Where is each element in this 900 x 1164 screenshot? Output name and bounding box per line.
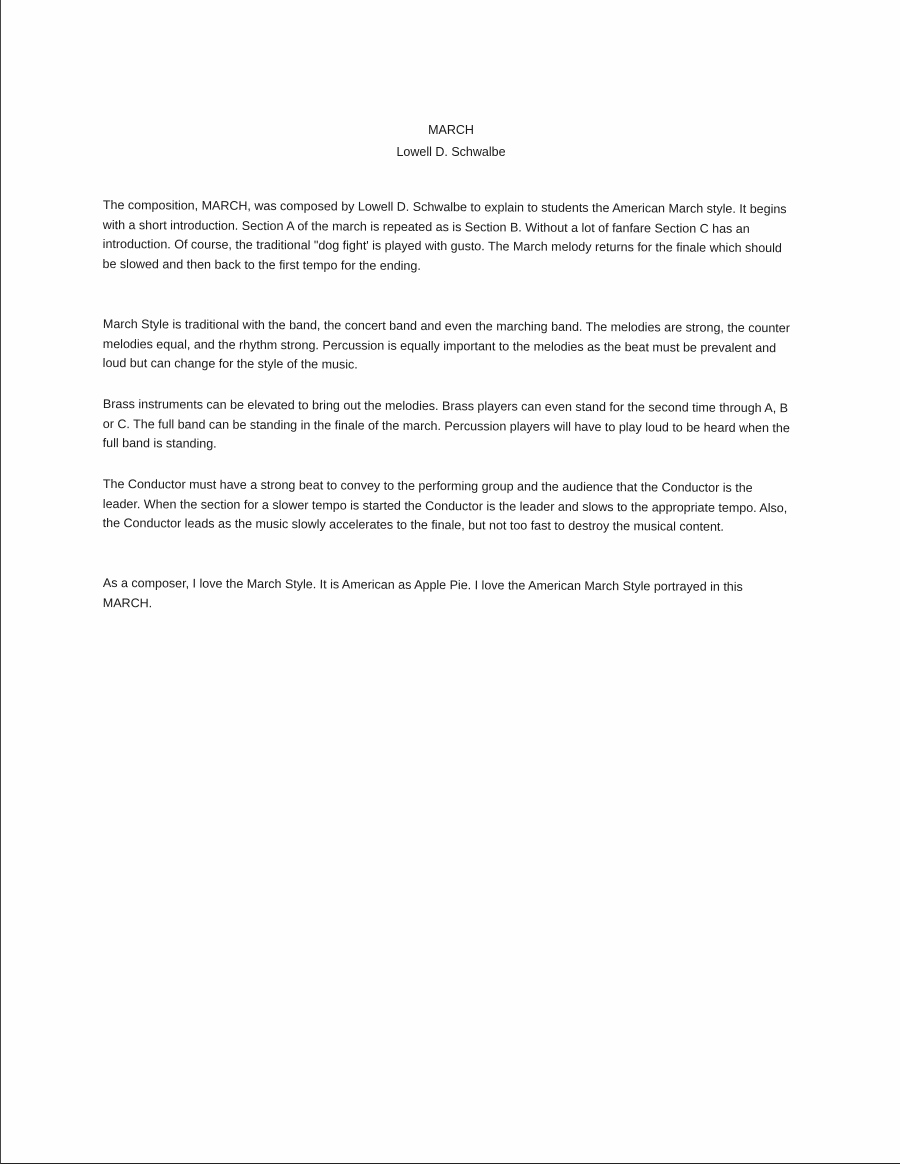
paragraph-5: As a composer, I love the March Style. It is American as Apple Pie. I love the American March Style portrayed in this MARCH.	[102, 575, 743, 610]
paragraph-4: The Conductor must have a strong beat to convey to the performing group and the audience that the Conductor is the leader. When the section for a slower tempo is started the Conductor is the leader and slows to the appropriate tempo. Also, the Conductor leads as the music slowly accelerates to the finale, but not too fast to destroy the musical content.	[102, 476, 788, 534]
paragraph-1: The composition, MARCH, was composed by Lowell D. Schwalbe to explain to students the American March style. It begins with a short introduction. Section A of the march is repeated as is Section B. Without a lot of fanfare Section C has an introduction. Of course, the traditional "dog fight' is played with gusto. The March melody returns for the finale which should be slowed and then back to the first tempo for the ending.	[102, 197, 787, 273]
paragraph-3: Brass instruments can be elevated to bring out the melodies. Brass players can even stand for the second time through A, B or C. The full band can be standing in the finale of the march. Percussion players will have to play loud to be heard when the full band is standing.	[102, 396, 790, 451]
document-title: MARCH	[428, 123, 474, 137]
paragraph-2: March Style is traditional with the band, the concert band and even the marching band. The melodies are strong, the counter melodies equal, and the rhythm strong. Percussion is equally important to the melodies as the beat must be prevalent and loud but can change for the style of the music.	[102, 316, 790, 372]
document-author: Lowell D. Schwalbe	[396, 145, 506, 159]
